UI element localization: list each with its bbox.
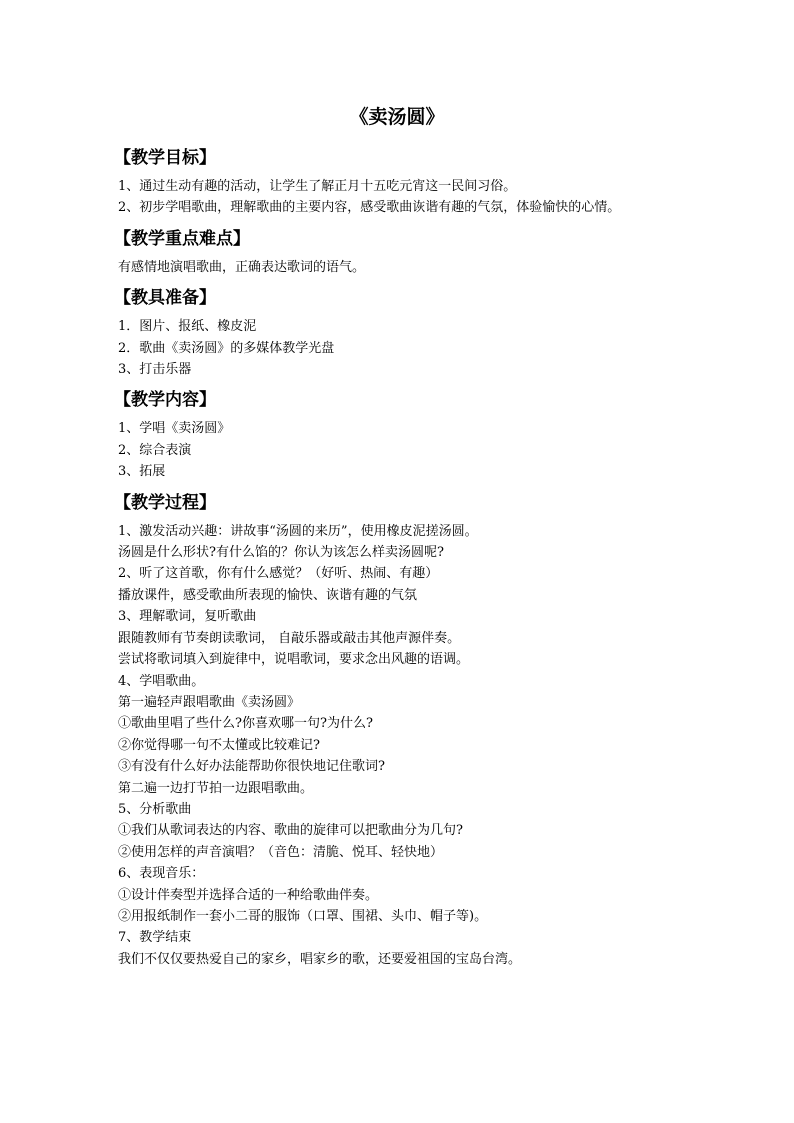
- text-line: ②使用怎样的声音演唱？（音色：清脆、悦耳、轻快地）: [118, 844, 444, 860]
- text-line: 3、理解歌词，复听歌曲: [118, 609, 257, 625]
- text-line: 2、初步学唱歌曲，理解歌曲的主要内容，感受歌曲诙谐有趣的气氛，体验愉快的心情。: [118, 200, 621, 216]
- text-line: 5、分析歌曲: [118, 801, 192, 817]
- text-line: 1、激发活动兴趣：讲故事“汤圆的来历”，使用橡皮泥搓汤圆。: [118, 523, 478, 539]
- text-line: 有感情地演唱歌曲，正确表达歌词的语气。: [118, 259, 366, 275]
- text-line: 播放课件，感受歌曲所表现的愉快、诙谐有趣的气氛: [118, 587, 418, 603]
- section-teaching-goals: [114, 146, 698, 219]
- text-line: 2．歌曲《卖汤圆》的多媒体教学光盘: [118, 340, 335, 356]
- text-line: 汤圆是什么形状?有什么馅的？你认为该怎么样卖汤圆呢?: [118, 545, 444, 561]
- text-line: 4、学唱歌曲。: [118, 673, 205, 689]
- section-key-points: [114, 227, 698, 278]
- document-body: [114, 146, 698, 978]
- section-heading: 【教学内容】: [114, 390, 216, 411]
- text-line: 1．图片、报纸、橡皮泥: [118, 319, 257, 335]
- text-line: 跟随教师有节奏朗读歌词， 自敲乐器或敲击其他声源伴奏。: [118, 630, 461, 646]
- text-line: ①我们从歌词表达的内容、歌曲的旋律可以把歌曲分为几句?: [118, 823, 463, 839]
- section-heading: 【教学过程】: [114, 492, 216, 513]
- text-line: ①设计伴奏型并选择合适的一种给歌曲伴奏。: [118, 887, 379, 903]
- text-line: 1、通过生动有趣的活动，让学生了解正月十五吃元宵这一民间习俗。: [118, 179, 517, 194]
- section-heading: 【教学重点难点】: [114, 228, 250, 249]
- document-title: 《卖汤圆》: [349, 106, 445, 128]
- text-line: 2、综合表演: [118, 442, 192, 458]
- text-line: ③有没有什么好办法能帮助你很快地记住歌词?: [118, 759, 385, 775]
- text-line: 1、学唱《卖汤圆》: [118, 421, 231, 437]
- text-line: 6、表现音乐：: [118, 866, 205, 882]
- text-line: 7、教学结束: [118, 930, 192, 946]
- text-line: 我们不仅仅要热爱自己的家乡，唱家乡的歌，还要爱祖国的宝岛台湾。: [118, 951, 522, 967]
- section-process: [114, 491, 698, 971]
- section-materials: [114, 286, 698, 380]
- section-heading: 【教学目标】: [114, 148, 216, 168]
- text-line: 第一遍轻声跟唱歌曲《卖汤圆》: [118, 694, 301, 710]
- text-line: ①歌曲里唱了些什么?你喜欢哪一句?为什么?: [118, 716, 373, 732]
- text-line: ②用报纸制作一套小二哥的服饰（口罩、围裙、头巾、帽子等)。: [118, 908, 488, 924]
- text-line: 第二遍一边打节拍一边跟唱歌曲。: [118, 780, 314, 796]
- text-line: ②你觉得哪一句不太懂或比较难记?: [118, 737, 320, 753]
- text-line: 尝试将歌词填入到旋律中，说唱歌词，要求念出风趣的语调。: [118, 652, 470, 668]
- section-heading: 【教具准备】: [114, 288, 216, 309]
- text-line: 3、拓展: [118, 464, 166, 480]
- section-content: [114, 388, 698, 482]
- text-line: 2、听了这首歌，你有什么感觉？（好听、热闹、有趣）: [118, 566, 439, 582]
- text-line: 3、打击乐器: [118, 362, 192, 378]
